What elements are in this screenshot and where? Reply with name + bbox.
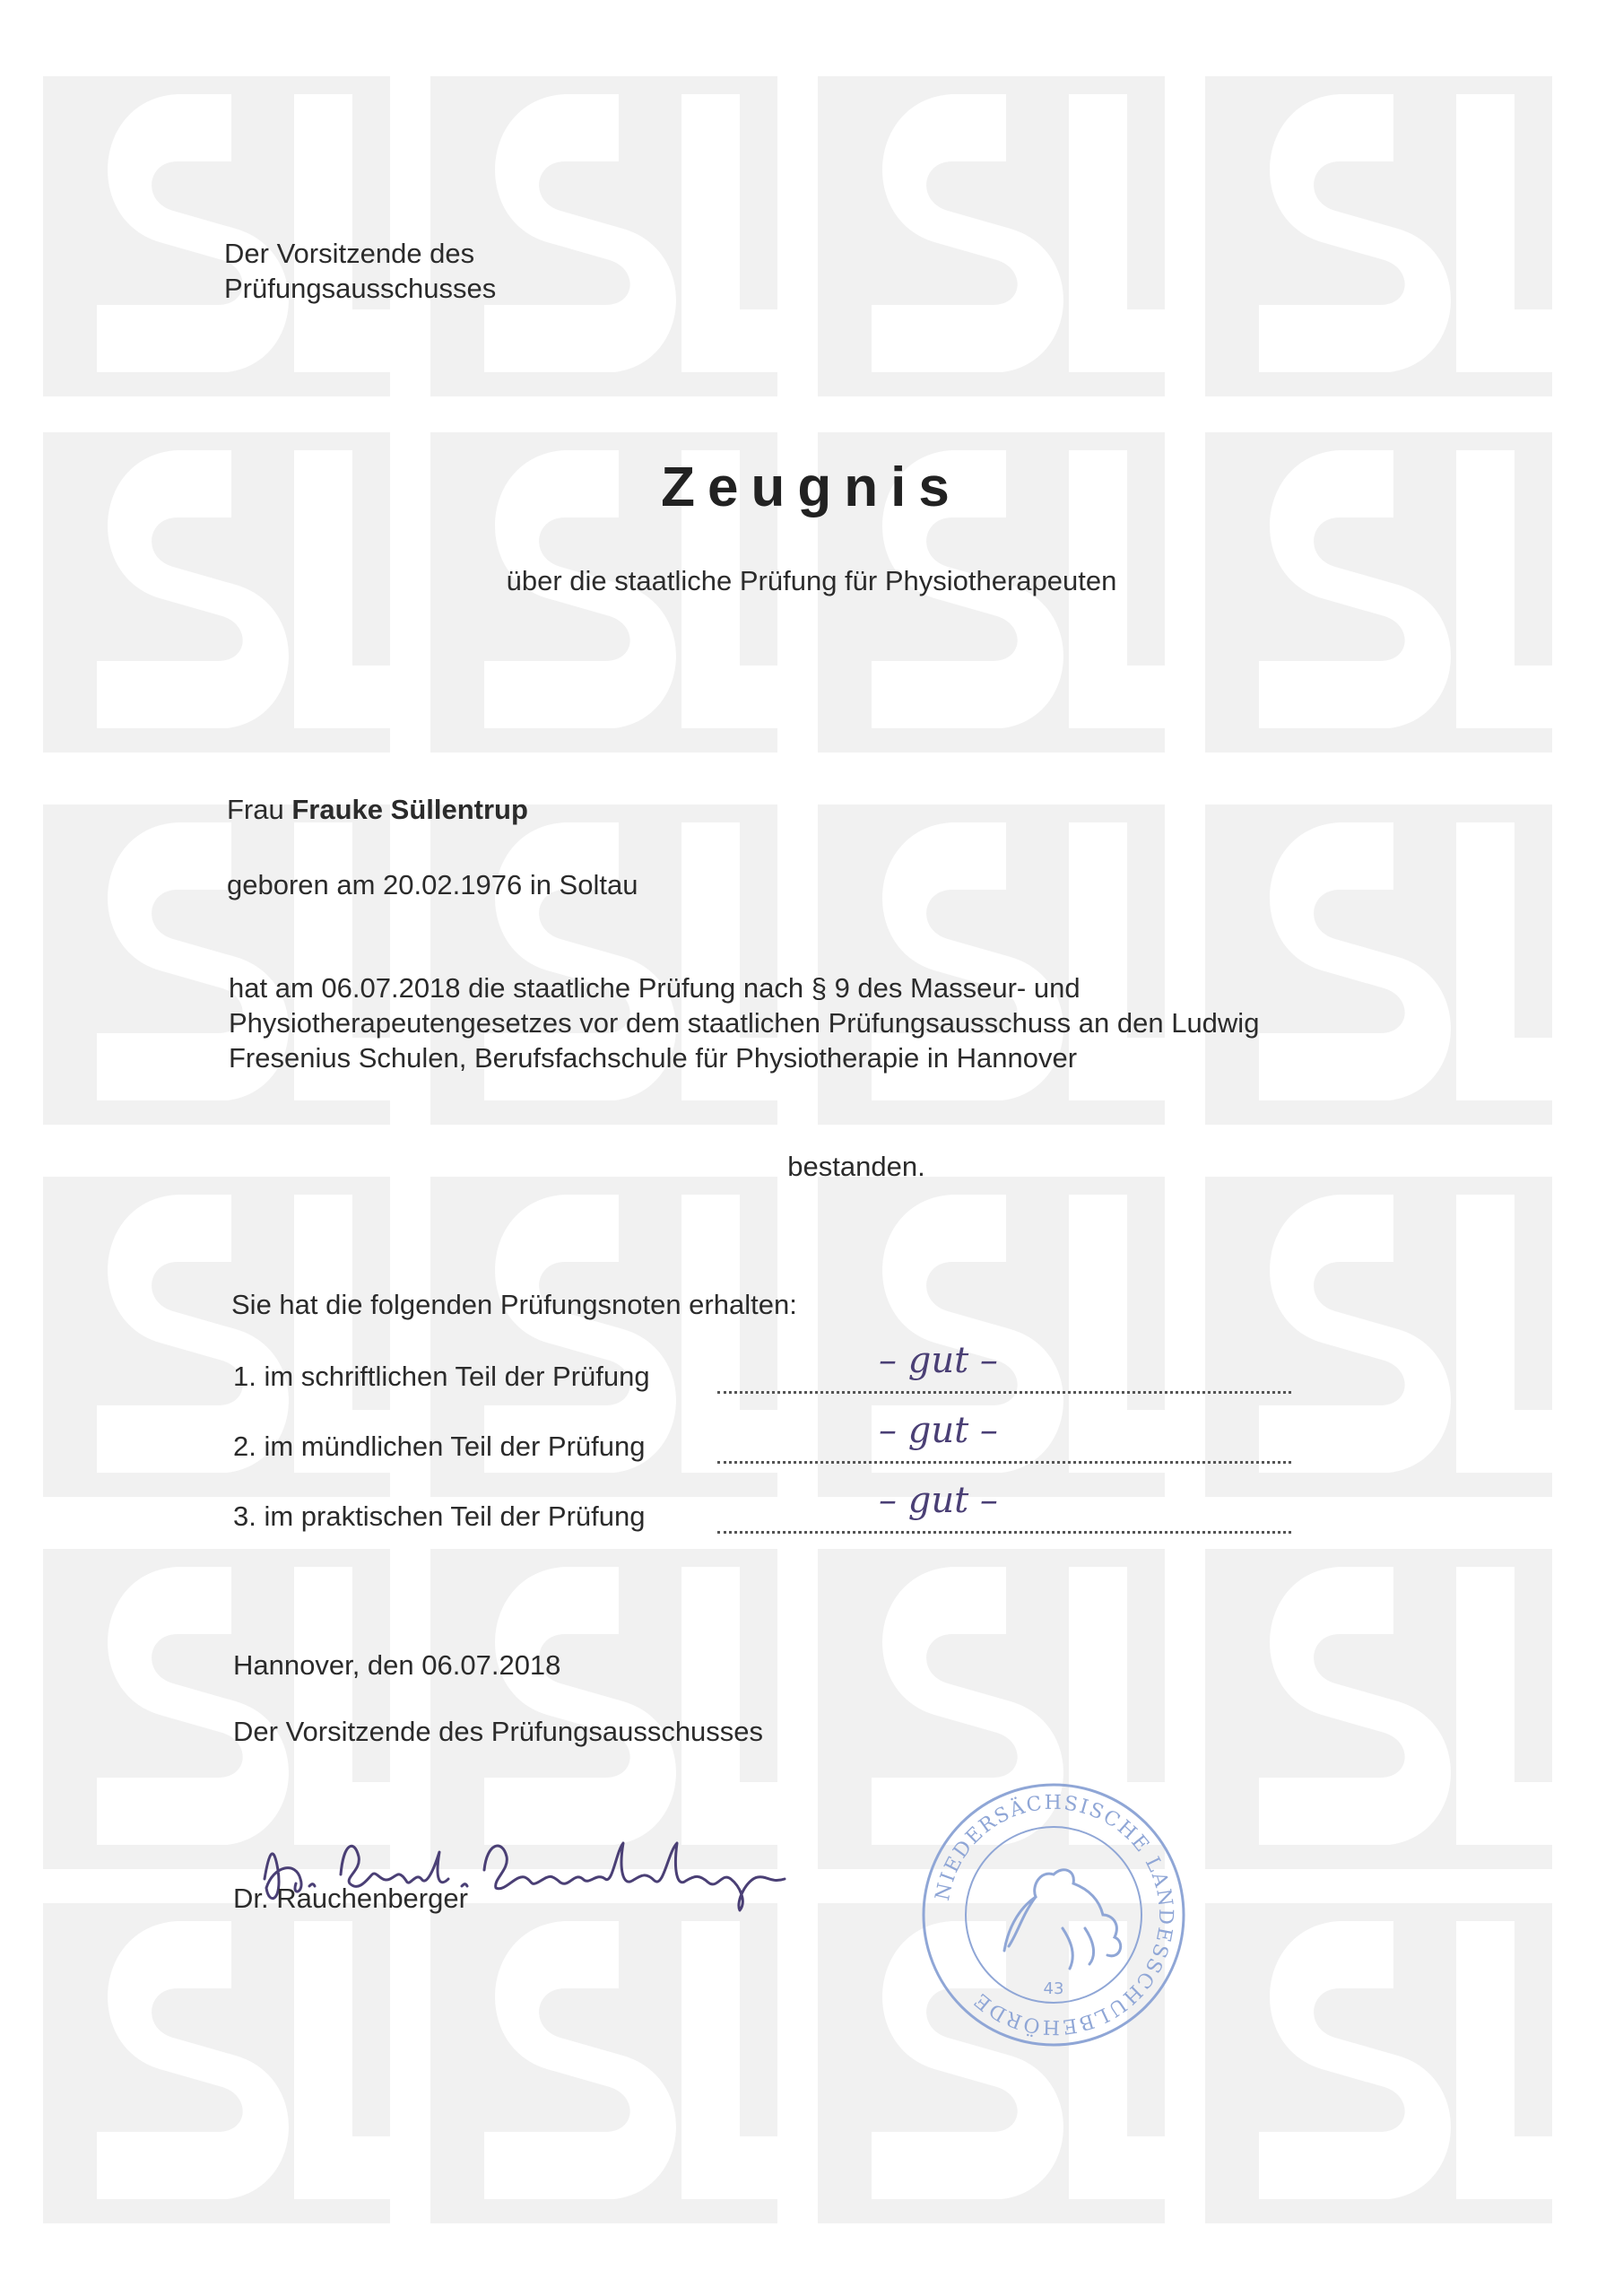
- grade-row-oral: [233, 1410, 998, 1465]
- grade-value: – gut –: [879, 1480, 998, 1521]
- header-line-2: Prüfungsausschusses: [224, 273, 497, 304]
- birth-line: geboren am 20.02.1976 in Soltau: [227, 869, 638, 900]
- grade-row-practical: [233, 1480, 998, 1535]
- body-line-1: hat am 06.07.2018 die staatliche Prüfung nach § 9 des Masseur- und: [229, 972, 1081, 1004]
- watermark-tile: [1205, 1903, 1552, 2223]
- body-line-3: Fresenius Schulen, Berufsfachschule für Physiotherapie in Hannover: [229, 1042, 1078, 1074]
- header-line-1: Der Vorsitzende des: [224, 238, 475, 269]
- watermark-tile: [1205, 804, 1552, 1125]
- place-date: Hannover, den 06.07.2018: [233, 1649, 561, 1681]
- recipient-line: [227, 792, 528, 828]
- watermark-tile: [1205, 76, 1552, 396]
- grade-label: 2. im mündlichen Teil der Prüfung: [233, 1431, 646, 1462]
- recipient-name: Frauke Süllentrup: [291, 794, 528, 825]
- grade-dotted-line: [717, 1434, 1291, 1464]
- official-stamp: [919, 1780, 1188, 2049]
- grade-value: – gut –: [879, 1340, 998, 1381]
- salutation: Frau: [227, 794, 284, 825]
- watermark-tile: [43, 804, 390, 1125]
- body-line-2: Physiotherapeutengesetzes vor dem staatlichen Prüfungsausschuss an den Ludwig: [229, 1007, 1260, 1039]
- grade-label: 3. im praktischen Teil der Prüfung: [233, 1500, 646, 1532]
- passed-text: bestanden.: [787, 1151, 925, 1182]
- watermark-tile: [818, 76, 1165, 396]
- signer-name: Dr. Rauchenberger: [233, 1883, 468, 1914]
- grade-row-written: [233, 1340, 998, 1395]
- grade-label: 1. im schriftlichen Teil der Prüfung: [233, 1361, 650, 1392]
- chair-title: Der Vorsitzende des Prüfungsausschusses: [233, 1716, 764, 1747]
- svg-text:43: 43: [1043, 1979, 1064, 1998]
- grade-dotted-line: [717, 1364, 1291, 1394]
- watermark-tile: [430, 804, 777, 1125]
- grade-value: – gut –: [879, 1410, 998, 1451]
- watermark-tile: [430, 1903, 777, 2223]
- watermark-tile: [43, 1903, 390, 2223]
- svg-text:Dr. Bernh. Rauchenberger: Dr. Bernh. Rauchenberger: [256, 1816, 266, 1817]
- watermark-tile: [818, 804, 1165, 1125]
- document-subtitle: über die staatliche Prüfung für Physiotherapeuten: [506, 565, 1117, 596]
- grades-intro: Sie hat die folgenden Prüfungsnoten erhalten:: [231, 1289, 797, 1320]
- watermark-tile: [430, 76, 777, 396]
- watermark-tile: [1205, 1549, 1552, 1869]
- svg-text:NIEDERSÄCHSISCHE LANDESSCHULBE: NIEDERSÄCHSISCHE LANDESSCHULBEHÖRDE: [931, 1791, 1177, 2039]
- document-title: Zeugnis: [661, 457, 962, 518]
- grade-dotted-line: [717, 1504, 1291, 1534]
